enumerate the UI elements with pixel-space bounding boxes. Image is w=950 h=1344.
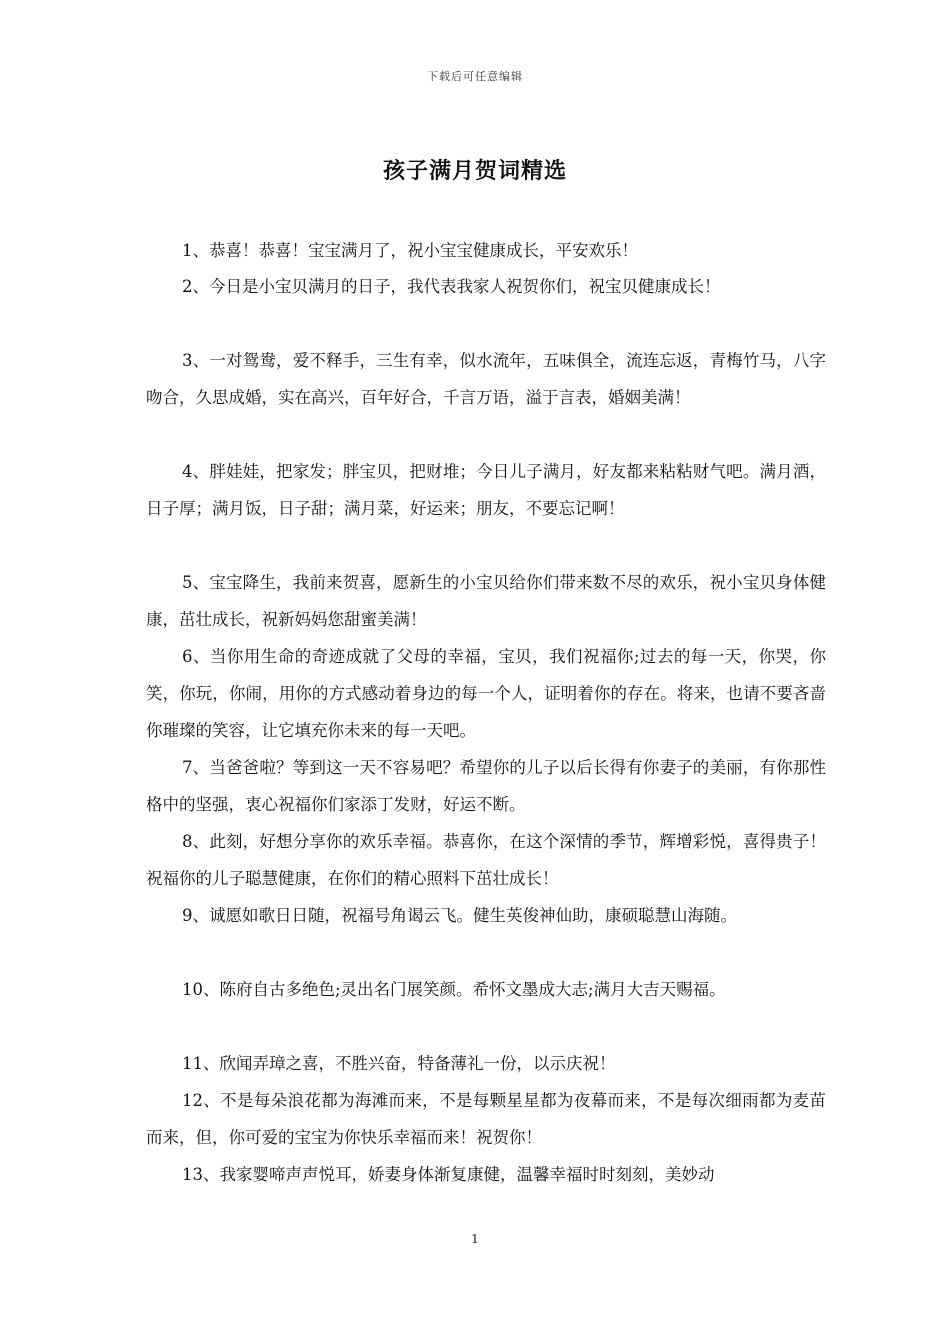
paragraph-12: 12、不是每朵浪花都为海滩而来，不是每颗星星都为夜幕而来，不是每次细雨都为麦苗而来，但，你可爱的宝宝为你快乐幸福而来！祝贺你！ (146, 1091, 826, 1147)
paragraph-2: 2、今日是小宝贝满月的日子，我代表我家人祝贺你们，祝宝贝健康成长！ (182, 277, 721, 296)
paragraph-13: 13、我家婴啼声声悦耳，娇妻身体渐复康健，温馨幸福时时刻刻，美妙动 (182, 1165, 715, 1184)
paragraph-9: 9、诚愿如歌日日随，祝福号角谒云飞。健生英俊神仙助，康硕聪慧山海随。 (182, 906, 737, 925)
paragraph-1: 1、恭喜！恭喜！宝宝满月了，祝小宝宝健康成长，平安欢乐！ (182, 241, 638, 260)
paragraph-3: 3、一对鸳鸯，爱不释手，三生有幸，似水流年，五味俱全，流连忘返，青梅竹马，八字吻合，久思成婚，实在高兴，百年好合，千言万语，溢于言表，婚姻美满！ (146, 351, 826, 407)
paragraph-5: 5、宝宝降生，我前来贺喜，愿新生的小宝贝给你们带来数不尽的欢乐，祝小宝贝身体健康，茁壮成长，祝新妈妈您甜蜜美满！ (146, 573, 826, 629)
page-number: 1 (471, 1232, 479, 1246)
paragraph-7: 7、当爸爸啦？等到这一天不容易吧？希望你的儿子以后长得有你妻子的美丽，有你那性格中的坚强，衷心祝福你们家添丁发财，好运不断。 (146, 758, 826, 814)
document-title: 孩子满月贺词精选 (382, 158, 567, 184)
paragraph-4: 4、胖娃娃，把家发；胖宝贝，把财堆；今日儿子满月，好友都来粘粘财气吧。满月酒，日子厚；满月饭，日子甜；满月菜，好运来；朋友，不要忘记啊！ (146, 462, 826, 518)
paragraph-11: 11、欣闻弄璋之喜，不胜兴奋，特备薄礼一份，以示庆祝！ (182, 1054, 616, 1073)
header-note: 下载后可任意编辑 (427, 70, 523, 83)
paragraph-10: 10、陈府自古多绝色;灵出名门展笑颜。希怀文墨成大志;满月大吉天赐福。 (182, 980, 726, 999)
paragraph-6: 6、当你用生命的奇迹成就了父母的幸福，宝贝，我们祝福你;过去的每一天，你哭，你笑，你玩，你闹，用你的方式感动着身边的每一个人，证明着你的存在。将来，也请不要吝啬你璀璨的笑容，让它填充你未来的每一天吧。 (146, 647, 826, 740)
paragraph-8: 8、此刻，好想分享你的欢乐幸福。恭喜你，在这个深情的季节，辉增彩悦，喜得贵子！祝福你的儿子聪慧健康，在你们的精心照料下茁壮成长！ (146, 832, 826, 888)
